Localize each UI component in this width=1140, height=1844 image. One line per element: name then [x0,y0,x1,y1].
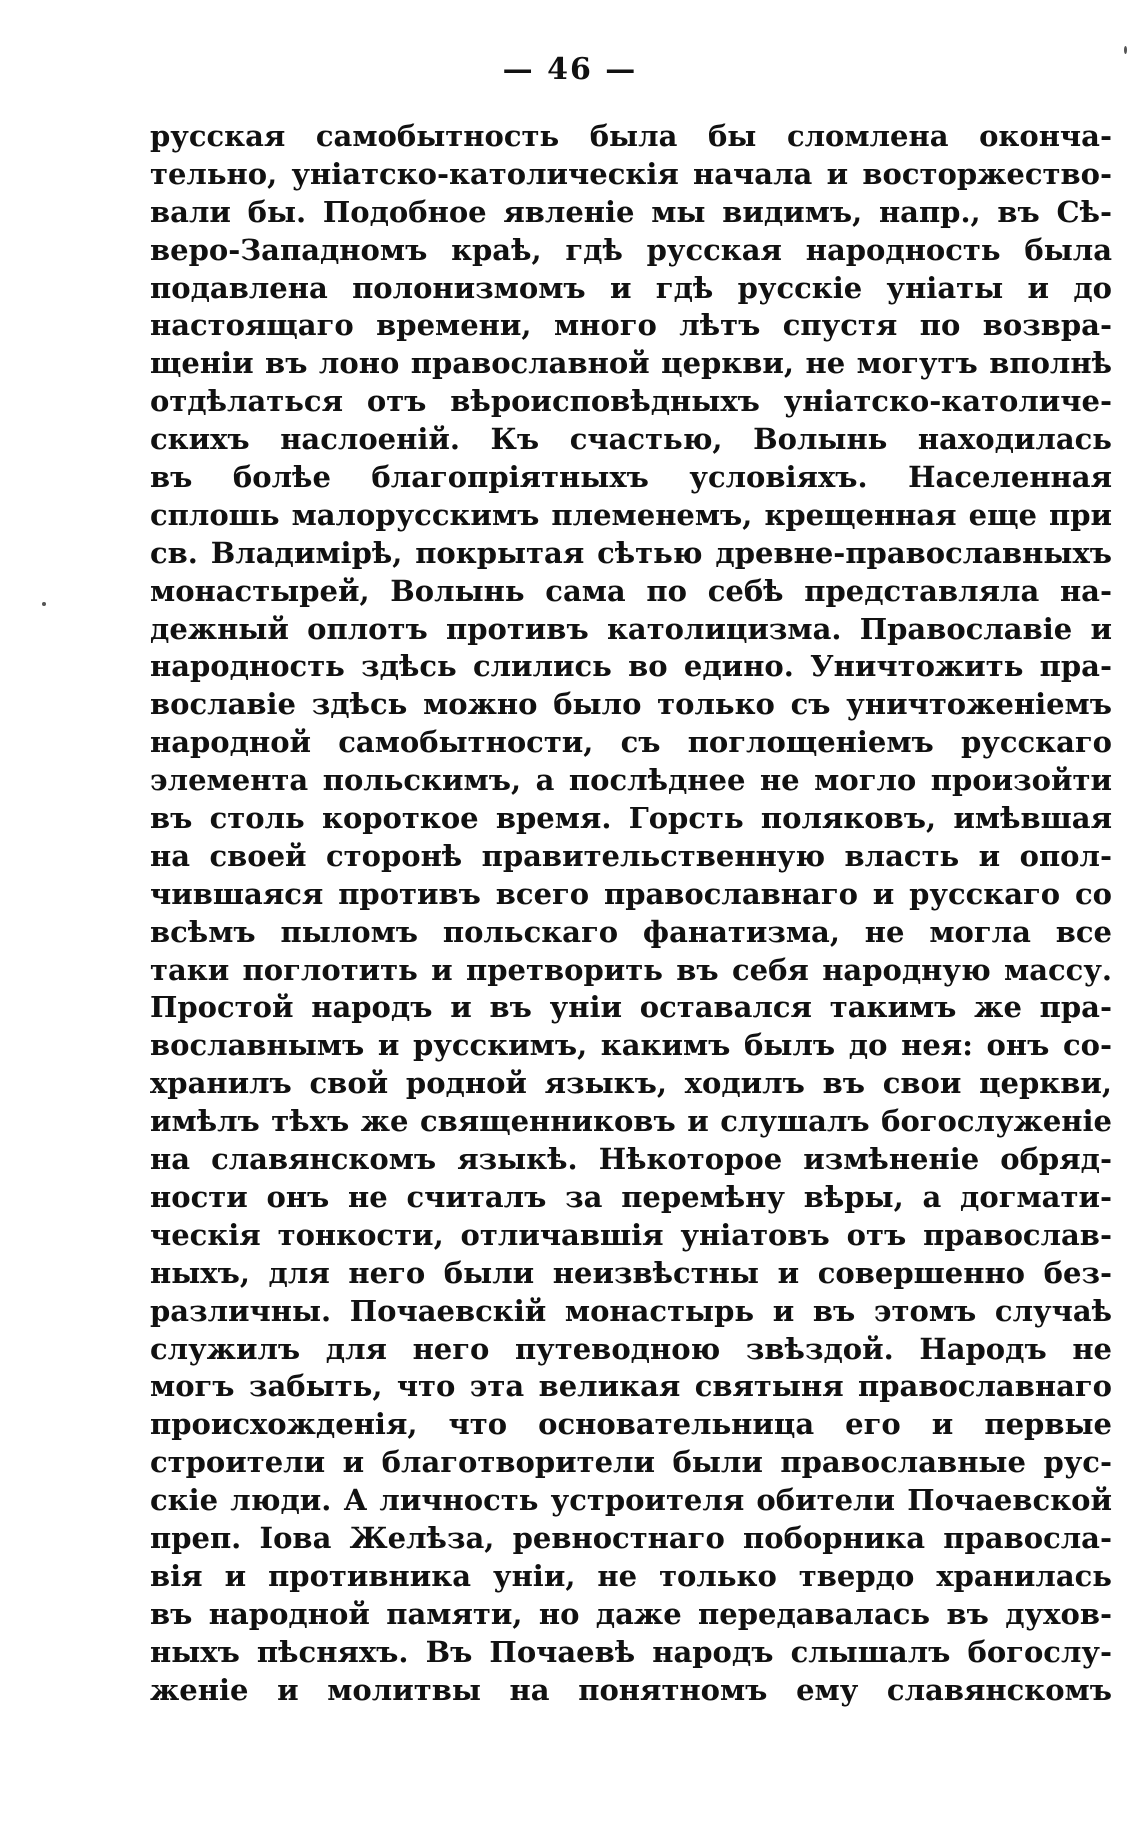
body-text [150,118,1112,1709]
text-line: происхожденія, что основательница его и первые [150,1407,1112,1442]
text-line: служилъ для него путеводною звѣздой. Народъ не [150,1331,1112,1366]
text-line: строители и благотворители были православные рус- [150,1445,1112,1480]
text-line: женіе и молитвы на понятномъ ему славянскомъ [150,1672,1112,1707]
text-line: св. Владимірѣ, покрытая сѣтью древне-православныхъ [150,535,1112,570]
ink-speck [42,602,46,606]
text-line: дежный оплотъ противъ католицизма. Православіе и [150,611,1112,646]
text-line: на славянскомъ языкѣ. Нѣкоторое измѣненіе обряд- [150,1142,1112,1177]
text-line: ности онъ не считалъ за перемѣну вѣры, а догмати- [150,1179,1112,1214]
text-line: русская самобытность была бы сломлена оконча- [150,119,1112,153]
text-line: скихъ наслоеній. Къ счастью, Волынь находилась [150,422,1112,457]
text-line: таки поглотить и претворить въ себя народную массу. [150,952,1112,987]
text-line: веро-Западномъ краѣ, гдѣ русская народность была [150,232,1112,267]
text-line: вія и противника уніи, не только твердо хранилась [150,1558,1112,1593]
text-line: чившаяся противъ всего православнаго и русскаго со [150,876,1112,911]
text-line: настоящаго времени, много лѣтъ спустя по возвра- [150,308,1112,343]
text-line: могъ забыть, что эта великая святыня православнаго [150,1369,1112,1404]
text-line: всѣмъ пыломъ польскаго фанатизма, не могла все [150,914,1112,949]
text-line: монастырей, Волынь сама по себѣ представляла на- [150,573,1112,608]
text-line: вали бы. Подобное явленіе мы видимъ, напр., въ Сѣ- [150,194,1112,229]
text-line: отдѣлаться отъ вѣроисповѣдныхъ уніатско-католиче- [150,384,1112,419]
text-line: въ народной памяти, но даже передавалась въ духов- [150,1596,1112,1631]
text-line: ныхъ, для него были неизвѣстны и совершенно без- [150,1255,1112,1290]
text-line: ныхъ пѣсняхъ. Въ Почаевѣ народъ слышалъ богослу- [150,1634,1112,1669]
text-line: тельно, уніатско-католическія начала и восторжество- [150,156,1112,191]
text-line: Простой народъ и въ уніи оставался такимъ же пра- [150,990,1112,1025]
text-line: скіе люди. А личность устроителя обители Почаевской [150,1483,1112,1518]
page-number: — 46 — [502,52,638,87]
text-line: въ столь короткое время. Горсть поляковъ, имѣвшая [150,801,1112,836]
text-line: преп. Іова Желѣза, ревностнаго поборника правосла- [150,1520,1112,1555]
text-line: подавлена полонизмомъ и гдѣ русскіе уніаты и до [150,270,1112,305]
text-line: имѣлъ тѣхъ же священниковъ и слушалъ богослуженіе [150,1104,1112,1139]
text-line: на своей сторонѣ правительственную власть и опол- [150,838,1112,873]
text-line: хранилъ свой родной языкъ, ходилъ въ свои церкви, [150,1066,1112,1101]
text-line: вославіе здѣсь можно было только съ уничтоженіемъ [150,687,1112,722]
text-line: ческія тонкости, отличавшія уніатовъ отъ православ- [150,1217,1112,1252]
text-line: элемента польскимъ, а послѣднее не могло произойти [150,763,1112,798]
ink-speck [1124,46,1127,54]
text-line: щеніи въ лоно православной церкви, не могутъ вполнѣ [150,346,1112,381]
text-line: вославнымъ и русскимъ, какимъ былъ до нея: онъ со- [150,1028,1112,1063]
text-line: народной самобытности, съ поглощеніемъ русскаго [150,725,1112,760]
text-line: различны. Почаевскій монастырь и въ этомъ случаѣ [150,1293,1112,1328]
text-line: народность здѣсь слились во едино. Уничтожить пра- [150,649,1112,684]
text-line: въ болѣе благопріятныхъ условіяхъ. Населенная [150,460,1112,495]
text-line: сплошь малорусскимъ племенемъ, крещенная еще при [150,497,1112,532]
